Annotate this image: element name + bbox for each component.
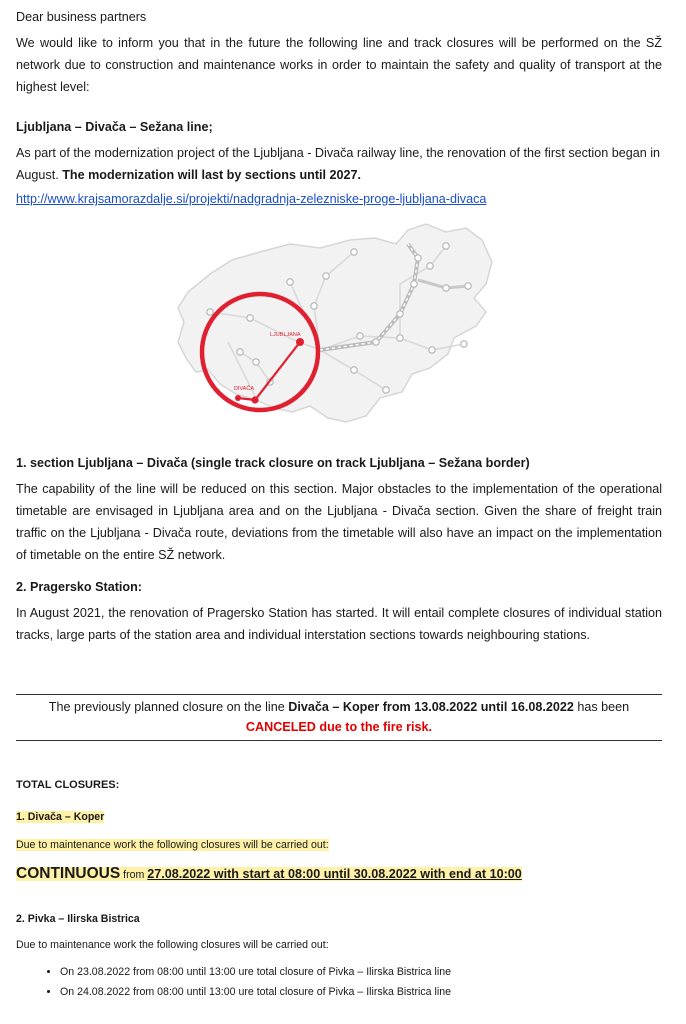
modernization-bold: The modernization will last by sections until 2027.	[62, 168, 362, 182]
section2-heading: 2. Pragersko Station:	[16, 580, 142, 594]
notice-bottom-border	[16, 740, 662, 741]
station-dot	[357, 333, 363, 339]
station-dot	[429, 347, 435, 353]
modernization-text: As part of the modernization project of the Ljubljana - Divača railway line, the renovation of the first section began in August.	[16, 146, 661, 182]
station-dot	[207, 309, 213, 315]
greeting: Dear business partners	[16, 10, 147, 24]
ljubljana-dot	[296, 338, 304, 346]
section1-heading: 1. section Ljubljana – Divača (single track closure on track Ljubljana – Sežana border)	[16, 456, 530, 470]
station-dot	[461, 341, 467, 347]
closure2-title: 2. Pivka – Ilirska Bistrica	[16, 913, 140, 925]
intro-paragraph: We would like to inform you that in the future the following line and track closures will be performed on the SŽ network due to construction and maintenance works in order to maintain the safety and quality of transport at the highest level:	[16, 36, 662, 94]
section2-body: In August 2021, the renovation of Pragersko Station has started. It will entail complete closures of individual station tracks, large parts of the station area and individual interstation sections towards neighbouring stations.	[16, 606, 662, 642]
notice-route: Divača – Koper from 13.08.2022 until 16.08.2022	[288, 700, 574, 714]
notice-top-border	[16, 694, 662, 695]
station-dot	[373, 339, 379, 345]
list-item: • On 23.08.2022 from 08:00 until 13:00 ure total closure of Pivka – Ilirska Bistrica line	[60, 962, 686, 982]
closure1-title: 1. Divača – Koper	[16, 811, 105, 823]
railway-map	[170, 222, 505, 432]
closure2-list	[16, 962, 686, 1002]
station-dot	[253, 359, 259, 365]
station-dot	[323, 273, 329, 279]
ljubljana-label: LJUBLJANA	[270, 332, 301, 338]
station-dot	[351, 367, 357, 373]
station-dot	[311, 303, 317, 309]
country-outline	[178, 224, 492, 422]
notice-pre: The previously planned closure on the line	[48, 700, 289, 714]
station-dot	[443, 243, 449, 249]
closure2-note: Due to maintenance work the following closures will be carried out:	[16, 939, 329, 951]
closure1-from: from	[120, 869, 148, 881]
station-dot	[351, 249, 357, 255]
station-dot	[247, 315, 253, 321]
closure1-period-line	[16, 862, 662, 887]
station-dot	[287, 279, 293, 285]
modernization-paragraph	[16, 142, 662, 186]
closure1-title-line	[16, 806, 662, 828]
notice-post: has been	[573, 700, 630, 714]
divaca-label: DIVAČA	[234, 386, 255, 392]
closure1-period: 27.08.2022 with start at 08:00 until 30.08.2022 with end at 10:00	[147, 867, 522, 881]
line-heading: Ljubljana – Divača – Sežana line;	[16, 120, 213, 134]
closure1-period-highlight	[16, 867, 522, 881]
section1-body: The capability of the line will be reduced on this section. Major obstacles to the implementation of the operational timetable are envisaged in Ljubljana area and on the Ljubljana - Divača section. Given the share of freight train traffic on the Ljubljana - Divača route, deviations from the timetable will also have an impact on the implementation of timetable on the entire SŽ network.	[16, 482, 662, 562]
continuous-label: CONTINUOUS	[16, 865, 121, 882]
station-dot	[397, 311, 403, 317]
notice-canceled: CANCELED due to the fire risk.	[245, 720, 433, 734]
link-line	[16, 188, 662, 210]
station-dot	[411, 281, 417, 287]
station-dot	[383, 387, 389, 393]
closure1-note-line	[16, 834, 662, 856]
project-link[interactable]: http://www.krajsamorazdalje.si/projekti/nadgradnja-zelezniske-proge-ljubljana-divaca	[16, 192, 487, 206]
station-dot	[443, 285, 449, 291]
station-dot	[397, 335, 403, 341]
slovenia-map-svg	[170, 222, 505, 432]
divaca-dot	[251, 396, 258, 403]
station-dot	[465, 283, 471, 289]
station-dot	[427, 263, 433, 269]
station-dot	[237, 349, 243, 355]
closure1-note: Due to maintenance work the following closures will be carried out:	[16, 839, 329, 851]
station-dot	[415, 255, 421, 261]
sezana-dot	[235, 395, 241, 401]
list-item: • On 24.08.2022 from 08:00 until 13:00 ure total closure of Pivka – Ilirska Bistrica line	[60, 982, 686, 1002]
total-closures-heading: TOTAL CLOSURES:	[16, 779, 120, 791]
cancel-notice	[16, 697, 662, 737]
